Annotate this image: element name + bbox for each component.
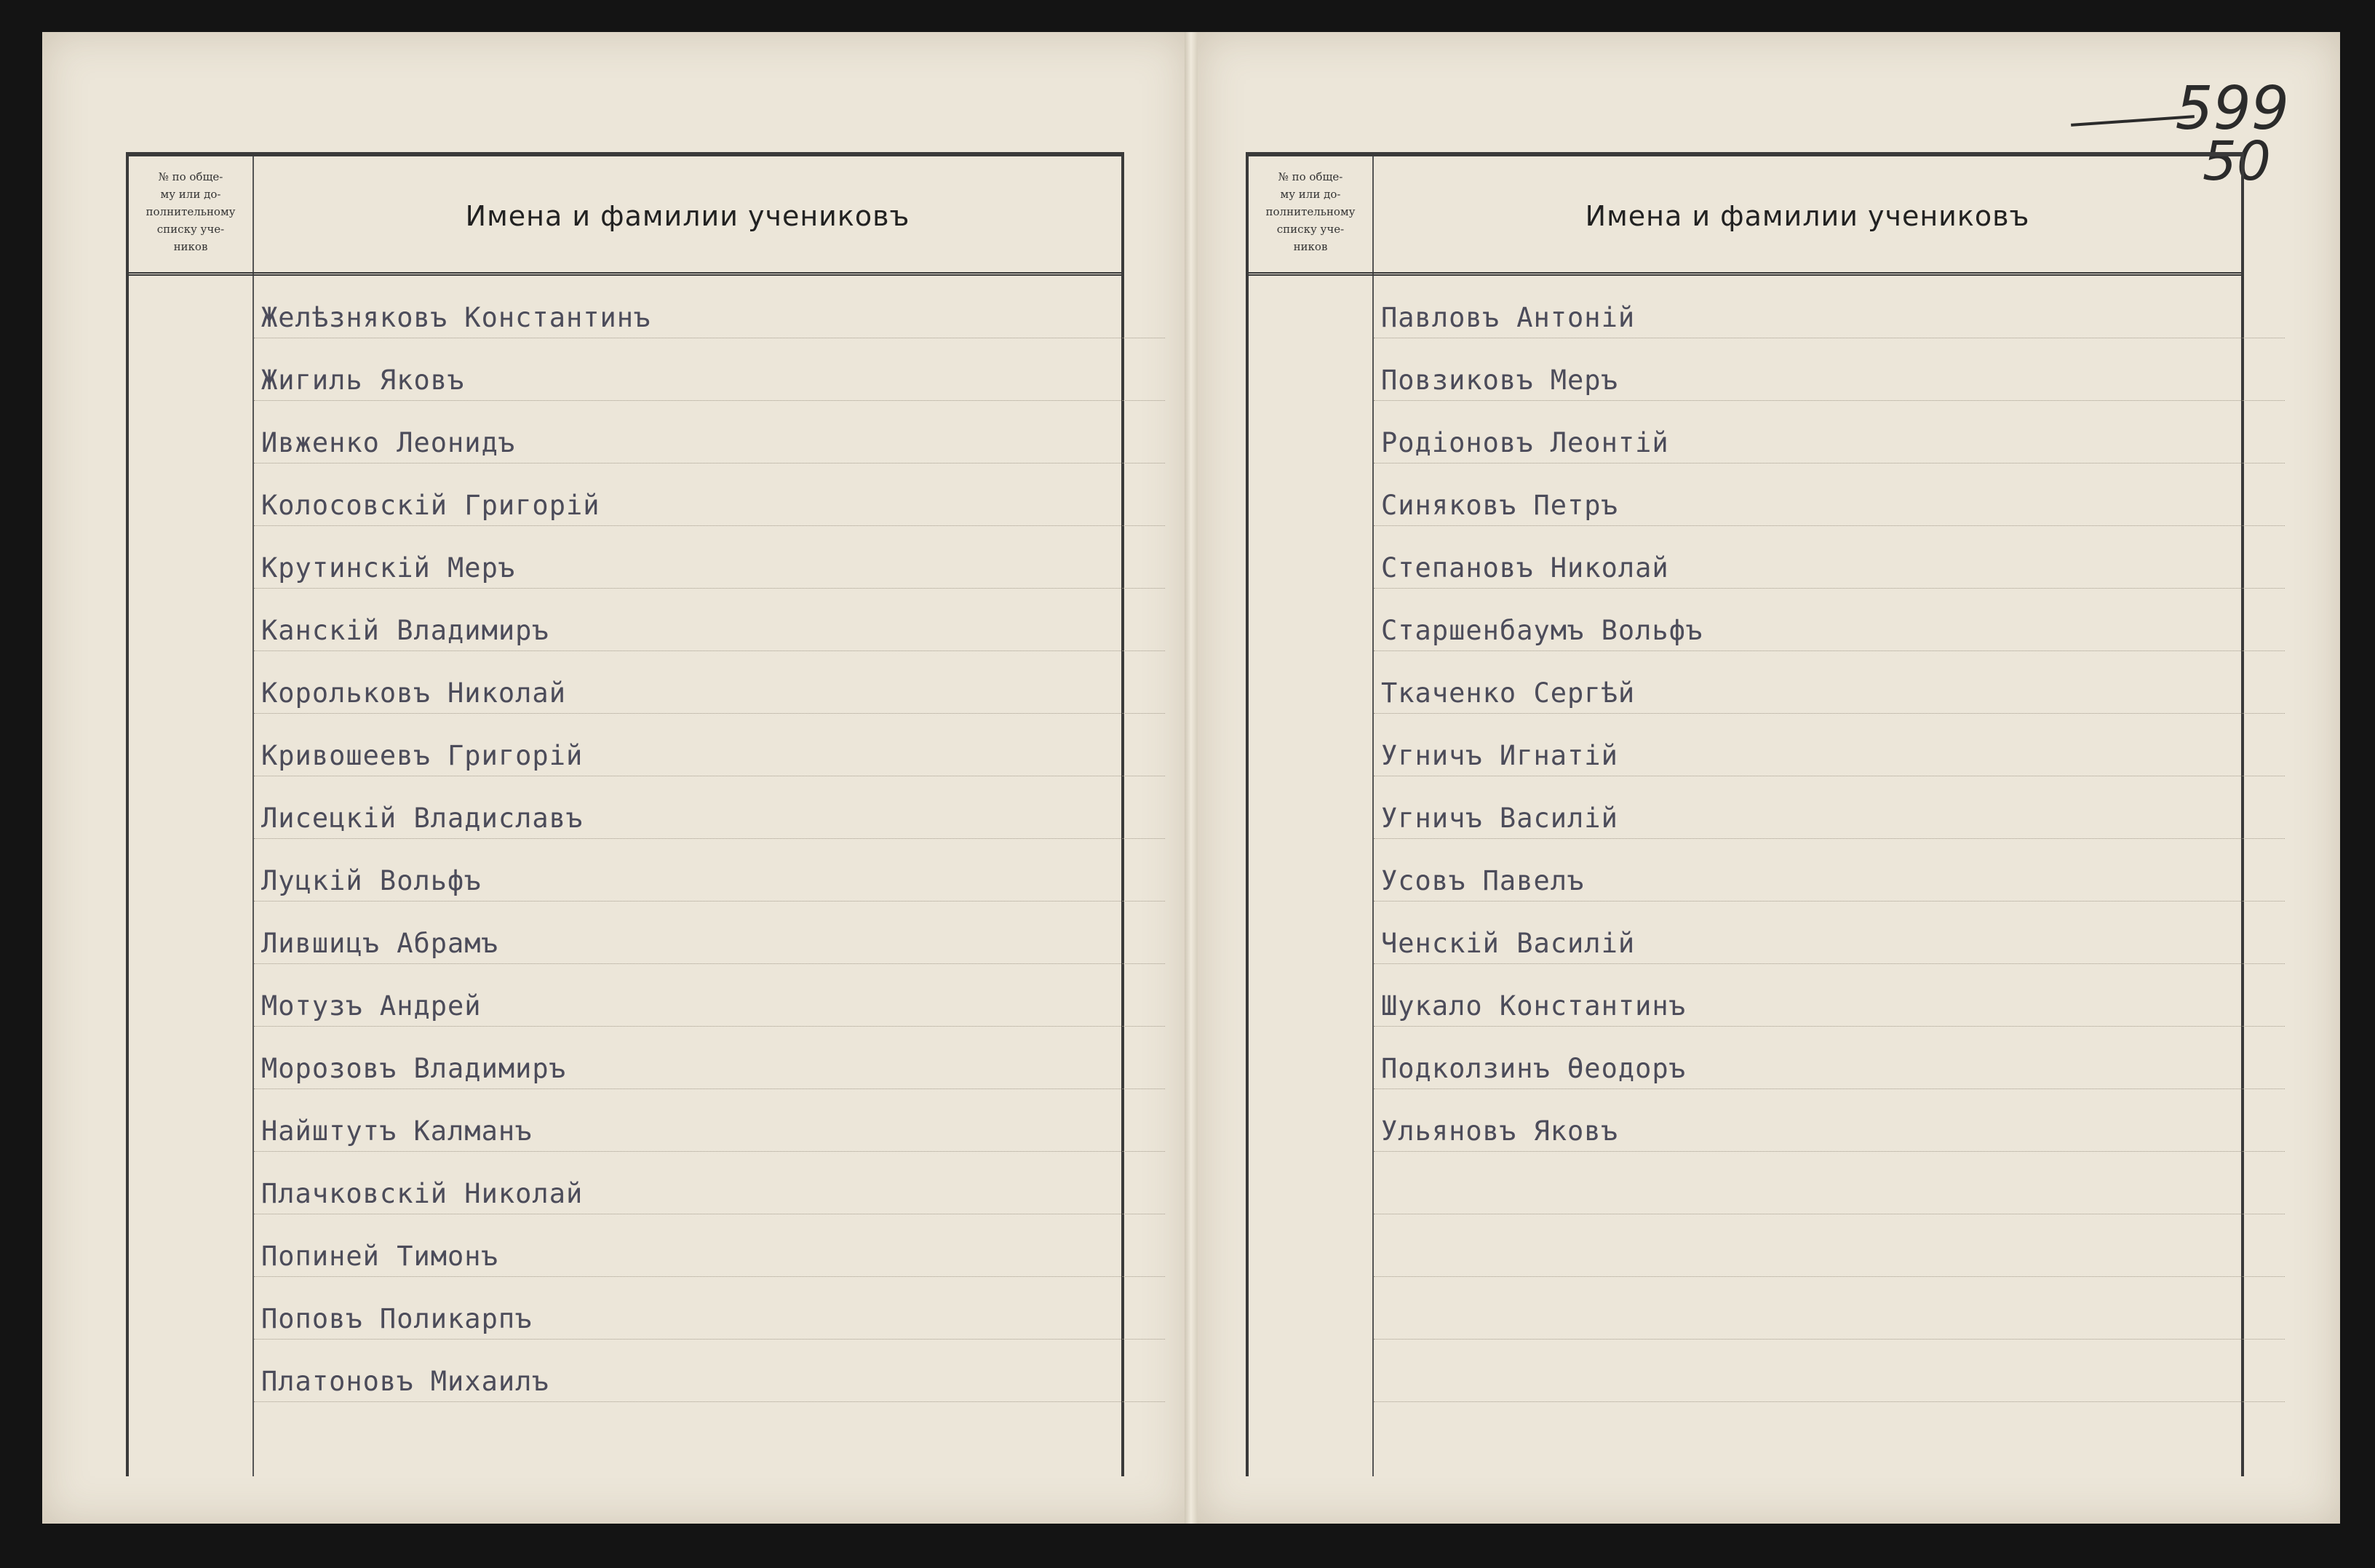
- left-table-header: [129, 156, 1121, 276]
- student-name: Канскій Владимиръ: [261, 615, 549, 646]
- table-row: [254, 651, 1165, 714]
- left-student-table: [126, 152, 1124, 1476]
- right-page: [1198, 32, 2340, 1524]
- student-name: Старшенбаумъ Вольфъ: [1381, 615, 1703, 646]
- student-name: Мотузъ Андрей: [261, 990, 482, 1022]
- table-row: [1374, 1340, 2285, 1402]
- right-student-table: [1246, 152, 2244, 1476]
- table-row: [1374, 1214, 2285, 1277]
- table-row: [254, 1152, 1165, 1214]
- student-name: Степановъ Николай: [1381, 552, 1669, 584]
- table-row: [1374, 902, 2285, 964]
- right-number-column-header: № по обще- му или до- полнительному списку уче- ников: [1265, 170, 1356, 253]
- table-row: [254, 714, 1165, 776]
- student-name: Повзиковъ Меръ: [1381, 365, 1618, 396]
- student-name: Усовъ Павелъ: [1381, 865, 1585, 896]
- student-name: Ивженко Леонидъ: [261, 427, 516, 458]
- student-name: Павловъ Антоній: [1381, 302, 1636, 333]
- table-row: [1374, 589, 2285, 651]
- right-names-column-header: Имена и фамилии учениковъ: [1585, 200, 2030, 232]
- left-name-rows: [254, 276, 1121, 1476]
- student-name: Колосовскій Григорій: [261, 490, 600, 521]
- table-row: [254, 463, 1165, 526]
- left-names-column-header: Имена и фамилии учениковъ: [465, 200, 910, 232]
- right-table-header: [1249, 156, 2241, 276]
- table-row: [1374, 526, 2285, 589]
- table-row: [254, 401, 1165, 463]
- student-name: Морозовъ Владимиръ: [261, 1053, 566, 1084]
- table-row: [254, 1214, 1165, 1277]
- left-number-column: [129, 156, 254, 1476]
- table-row: [1374, 1277, 2285, 1340]
- student-name: Корольковъ Николай: [261, 677, 566, 709]
- table-row: [254, 839, 1165, 902]
- table-row: [1374, 463, 2285, 526]
- student-name: Лисецкій Владиславъ: [261, 803, 584, 834]
- student-name: Подколзинъ Өеодоръ: [1381, 1053, 1686, 1084]
- table-row: [1374, 1152, 2285, 1214]
- student-name: Ульяновъ Яковъ: [1381, 1115, 1618, 1147]
- table-row: [254, 964, 1165, 1027]
- student-name: Жигиль Яковъ: [261, 365, 465, 396]
- right-name-rows: [1374, 276, 2241, 1476]
- table-row: [1374, 964, 2285, 1027]
- student-name: Желѣзняковъ Константинъ: [261, 302, 651, 333]
- table-row: [254, 902, 1165, 964]
- student-name: Лившицъ Абрамъ: [261, 928, 498, 959]
- table-row: [1374, 651, 2285, 714]
- student-name: Родіоновъ Леонтій: [1381, 427, 1669, 458]
- student-name: Попиней Тимонъ: [261, 1241, 498, 1272]
- student-name: Ченскій Василій: [1381, 928, 1636, 959]
- folio-sub-number: 50: [2202, 130, 2271, 193]
- student-name: Платоновъ Михаилъ: [261, 1366, 549, 1397]
- student-name: Кривошеевъ Григорій: [261, 740, 584, 771]
- student-name: Плачковскій Николай: [261, 1178, 584, 1209]
- student-name: Угничъ Василій: [1381, 803, 1618, 834]
- table-row: [1374, 1027, 2285, 1089]
- student-name: Найштутъ Калманъ: [261, 1115, 533, 1147]
- student-name: Поповъ Поликарпъ: [261, 1303, 533, 1334]
- table-row: [254, 589, 1165, 651]
- table-row: [1374, 338, 2285, 401]
- table-row: [1374, 276, 2285, 338]
- table-row: [254, 1089, 1165, 1152]
- table-row: [254, 776, 1165, 839]
- table-row: [1374, 776, 2285, 839]
- table-row: [1374, 839, 2285, 902]
- student-name: Луцкій Вольфъ: [261, 865, 482, 896]
- student-name: Синяковъ Петръ: [1381, 490, 1618, 521]
- student-name: Ткаченко Сергѣй: [1381, 677, 1636, 709]
- table-row: [1374, 401, 2285, 463]
- table-row: [254, 1340, 1165, 1402]
- right-number-column: [1249, 156, 1374, 1476]
- student-name: Крутинскій Меръ: [261, 552, 516, 584]
- table-row: [254, 276, 1165, 338]
- left-number-column-header: № по обще- му или до- полнительному списку уче- ников: [146, 170, 236, 253]
- table-row: [254, 338, 1165, 401]
- student-name: Угничъ Игнатій: [1381, 740, 1618, 771]
- table-row: [254, 1027, 1165, 1089]
- table-row: [254, 526, 1165, 589]
- table-row: [1374, 1089, 2285, 1152]
- folio-number: 599: [2175, 74, 2289, 143]
- table-row: [1374, 714, 2285, 776]
- table-row: [254, 1277, 1165, 1340]
- student-name: Шукало Константинъ: [1381, 990, 1686, 1022]
- left-page: [42, 32, 1188, 1524]
